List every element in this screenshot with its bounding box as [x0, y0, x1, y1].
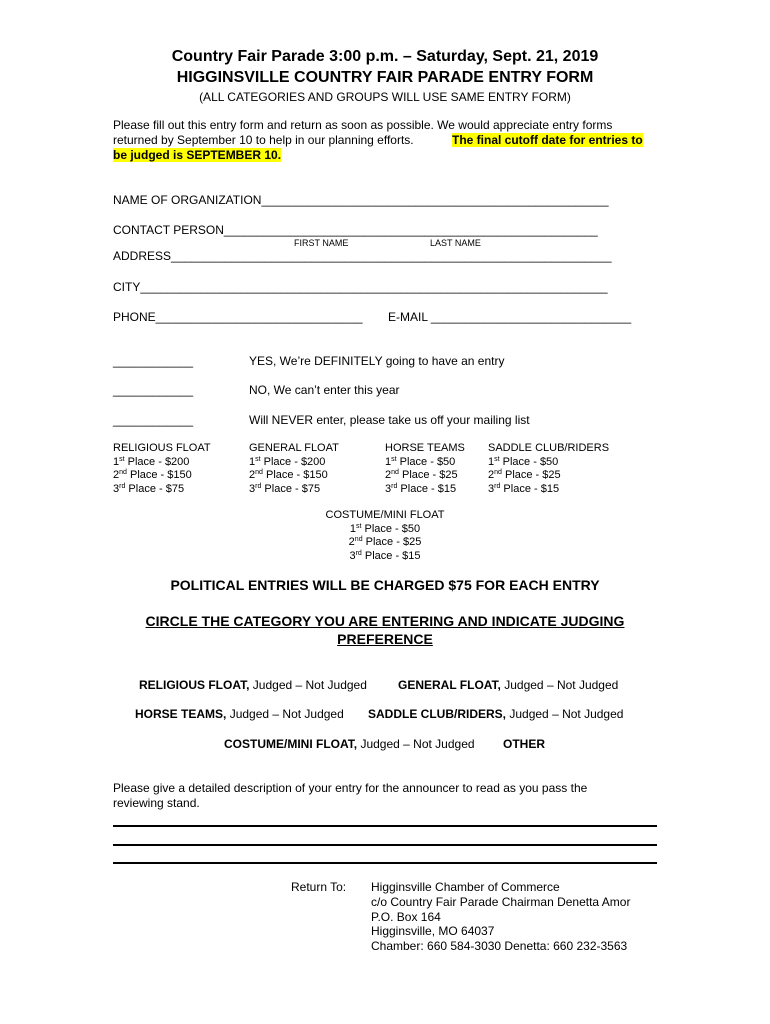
category-costume-mini-float[interactable]: COSTUME/MINI FLOAT, Judged – Not Judged: [224, 737, 475, 751]
description-line-1[interactable]: [113, 825, 657, 827]
prize-column-general: [249, 442, 339, 496]
circle-instruction-line-1: CIRCLE THE CATEGORY YOU ARE ENTERING AND INDICATE JUDGING: [145, 613, 625, 629]
prize-row: 1st Place - $50: [349, 522, 421, 535]
prize-row: 1st Place - $50: [488, 455, 559, 468]
intro-highlight-1: The final cutoff date for entries to: [452, 133, 643, 147]
description-prompt-line-2: reviewing stand.: [113, 796, 200, 810]
return-address: [371, 880, 630, 954]
phone-field[interactable]: PHONE_______________________________: [113, 310, 363, 324]
intro-line-2: returned by September 10 to help in our planning efforts.: [113, 133, 414, 147]
return-line: Higginsville, MO 64037: [371, 924, 495, 939]
contact-person-field[interactable]: CONTACT PERSON________________________________________________________: [113, 223, 598, 237]
political-notice: POLITICAL ENTRIES WILL BE CHARGED $75 FOR EACH ENTRY: [170, 577, 600, 593]
never-blank[interactable]: ____________: [113, 413, 194, 427]
prize-row: 2nd Place - $25: [348, 536, 422, 548]
never-option: Will NEVER enter, please take us off your mailing list: [249, 413, 530, 427]
prize-title: HORSE TEAMS: [385, 442, 465, 454]
prize-column-horse: [385, 442, 465, 496]
category-religious-float[interactable]: RELIGIOUS FLOAT, Judged – Not Judged: [139, 678, 367, 692]
prize-title: COSTUME/MINI FLOAT: [325, 509, 445, 521]
category-horse-teams[interactable]: HORSE TEAMS, Judged – Not Judged: [135, 707, 344, 721]
prize-column-religious: [113, 442, 211, 496]
yes-blank[interactable]: ____________: [113, 354, 194, 368]
prize-row: 2nd Place - $25: [488, 469, 561, 481]
return-label: Return To:: [291, 880, 347, 894]
prize-row: 3rd Place - $15: [385, 482, 457, 495]
prize-row: 2nd Place - $150: [113, 469, 192, 481]
description-line-2[interactable]: [113, 844, 657, 846]
organization-field[interactable]: NAME OF ORGANIZATION____________________________________________________: [113, 193, 609, 207]
no-option: NO, We can’t enter this year: [249, 383, 400, 397]
address-field[interactable]: ADDRESS__________________________________________________________________: [113, 249, 612, 263]
prize-row: 3rd Place - $75: [113, 482, 185, 495]
prize-row: 1st Place - $200: [113, 455, 190, 468]
description-line-3[interactable]: [113, 862, 657, 864]
form-title: Country Fair Parade 3:00 p.m. – Saturday, Sept. 21, 2019: [171, 48, 599, 65]
first-name-label: FIRST NAME: [294, 238, 349, 248]
yes-option: YES, We’re DEFINITELY going to have an entry: [249, 354, 505, 368]
return-line: Chamber: 660 584-3030 Denetta: 660 232-3563: [371, 939, 628, 954]
prize-title: SADDLE CLUB/RIDERS: [488, 442, 610, 454]
no-blank[interactable]: ____________: [113, 383, 194, 397]
return-line: Higginsville Chamber of Commerce: [371, 880, 560, 894]
return-line: c/o Country Fair Parade Chairman Denetta Amor: [371, 894, 631, 909]
intro-line-1: Please fill out this entry form and return as soon as possible. We would appreciate entry forms: [113, 118, 613, 132]
email-field[interactable]: E-MAIL ______________________________: [388, 310, 632, 324]
prize-row: 3rd Place - $75: [249, 482, 321, 495]
form-note: (ALL CATEGORIES AND GROUPS WILL USE SAME ENTRY FORM): [199, 90, 571, 104]
prize-column-costume: [0, 509, 770, 563]
last-name-label: LAST NAME: [430, 238, 481, 248]
prize-row: 2nd Place - $150: [249, 469, 328, 481]
category-other[interactable]: OTHER: [503, 737, 545, 751]
circle-instruction-line-2: PREFERENCE: [337, 631, 433, 647]
prize-row: 3rd Place - $15: [349, 549, 421, 562]
prize-row: 3rd Place - $15: [488, 482, 560, 495]
return-line: P.O. Box 164: [371, 909, 441, 924]
prize-title: GENERAL FLOAT: [249, 442, 339, 454]
prize-row: 1st Place - $50: [385, 455, 456, 468]
description-prompt-line-1: Please give a detailed description of your entry for the announcer to read as you pass the: [113, 781, 588, 795]
intro-highlight-2: be judged is SEPTEMBER 10.: [113, 148, 282, 162]
category-general-float[interactable]: GENERAL FLOAT, Judged – Not Judged: [398, 678, 619, 692]
prize-title: RELIGIOUS FLOAT: [113, 442, 211, 454]
prize-row: 2nd Place - $25: [385, 469, 458, 481]
city-field[interactable]: CITY______________________________________________________________________: [113, 280, 608, 294]
form-subtitle: HIGGINSVILLE COUNTRY FAIR PARADE ENTRY FORM: [176, 69, 594, 86]
prize-row: 1st Place - $200: [249, 455, 326, 468]
category-saddle-club[interactable]: SADDLE CLUB/RIDERS, Judged – Not Judged: [368, 707, 624, 721]
prize-column-saddle: [488, 442, 609, 496]
